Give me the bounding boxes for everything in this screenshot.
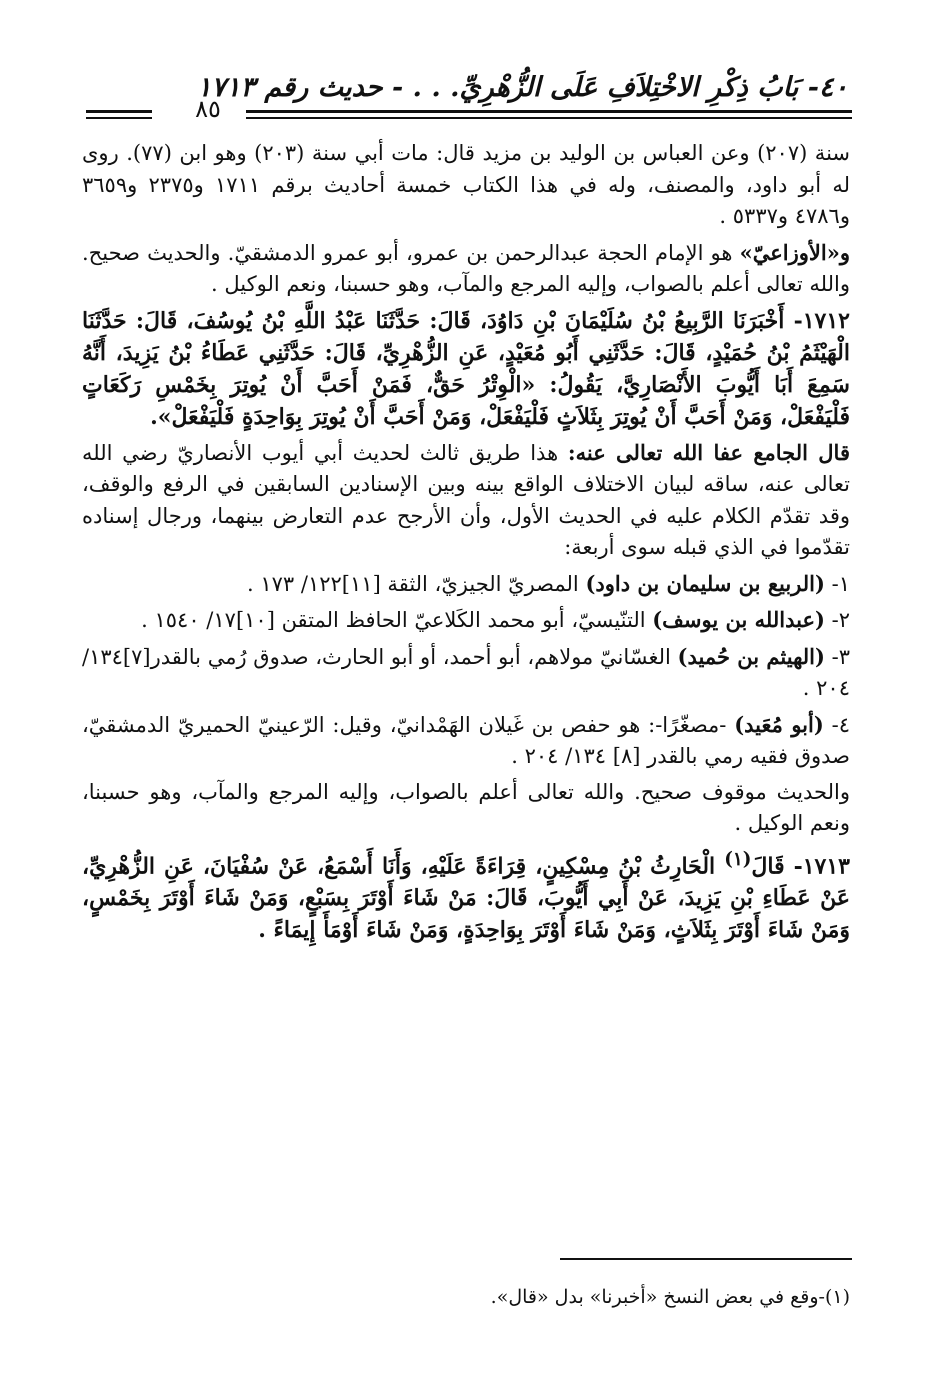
narrator-item bbox=[82, 709, 850, 773]
narrator-name: (الربيع بن سليمان بن داود) bbox=[585, 570, 825, 596]
commentary-paragraph bbox=[82, 437, 850, 564]
narrator-item bbox=[82, 604, 850, 637]
commentary-lead: قال الجامع عفا الله تعالى عنه: bbox=[567, 439, 850, 465]
narrator-info: المصريّ الجيزيّ، الثقة [١١]١٢٢/ ١٧٣ . bbox=[246, 571, 586, 596]
closing-paragraph: والحديث موقوف صحيح. والله تعالى أعلم بالصواب، وإليه المرجع والمآب، وهو حسبنا، ونعم الوكيل . bbox=[82, 779, 850, 835]
narrator-item bbox=[82, 568, 850, 601]
footnote-separator bbox=[560, 1258, 852, 1260]
chapter-header-title: ٤٠- بَابُ ذِكْرِ الاخْتِلاَفِ عَلَى الزُّهْرِيِّ. . . - حديث رقم ١٧١٣ bbox=[196, 72, 848, 103]
footnote-marker[interactable]: (١) bbox=[724, 848, 752, 870]
narrator-name: (الهيثم بن حُميد) bbox=[677, 643, 825, 669]
text-line: هو الإمام الحجة عبدالرحمن بن عمرو، أبو عمرو الدمشقيّ. bbox=[227, 240, 733, 265]
hadith-1713 bbox=[82, 844, 850, 946]
narrator-info: التنّيسيّ، أبو محمد الكَلاعيّ الحافظ المتقن [١٠]١٧/ ١٥٤٠ . bbox=[141, 608, 653, 632]
narrator-bio-paragraph bbox=[82, 138, 850, 233]
narrator-number: ٣- bbox=[824, 644, 851, 669]
page-number: ٨٥ bbox=[195, 95, 221, 123]
hadith-1713-text: الْحَارِثُ بْنُ مِسْكِينٍ، قِرَاءَةً عَلَيْهِ، وَأَنَا أَسْمَعُ، عَنْ سُفْيَانَ، عَنِ الزُّهْرِيِّ، عَنْ عَطَاءِ بْنِ يَزِيدَ، عَنْ أَبِي أَيُّوبَ، قَالَ: مَنْ شَاءَ أَوْتَرَ بِسَبْعٍ، وَمَنْ شَاءَ أَوْتَرَ بِخَمْسٍ، وَمَنْ شَاءَ أَوْتَرَ بِثَلاَثٍ، وَمَنْ شَاءَ أَوْتَرَ بِوَاحِدَةٍ، وَمَنْ شَاءَ أَوْمَأَ إِيمَاءً . bbox=[82, 852, 850, 943]
narrator-info: الغسّانيّ مولاهم، أبو أحمد، أو أبو الحارث، صدوق رُمي بالقدر[٧]١٣٤/ ٢٠٤ . bbox=[82, 644, 850, 700]
text-line: و٣٦٥٩ و٤٧٨٦ و٥٣٣٧ . bbox=[82, 172, 850, 228]
narrator-number: ١- bbox=[824, 571, 850, 596]
header-rule bbox=[86, 110, 152, 113]
narrator-name: (عبدالله بن يوسف) bbox=[652, 607, 825, 632]
bold-lead: و«الأوزاعيّ» bbox=[739, 239, 850, 265]
narrator-item bbox=[82, 641, 850, 705]
narrator-info: -مصغّرًا-: هو حفص بن غَيلان الهَمْدانيّ، وقيل: الرّعينيّ الحميريّ الدمشقيّ، صدوق فقيه رمي بالقدر [٨] ١٣٤/ ٢٠٤ . bbox=[82, 712, 850, 768]
text-line: سنة (٢٠٧) وعن العباس بن الوليد بن مزيد قال: مات أبي سنة (٢٠٣) وهو ابن (٧٧). bbox=[126, 141, 850, 165]
narrator-number: ٤- bbox=[823, 712, 850, 737]
text-line: ونعم الوكيل . bbox=[211, 272, 327, 296]
commentary-text: هذا طريق ثالث لحديث أبي أيوب الأنصاريّ رضي الله تعالى عنه، ساقه لبيان الاختلاف الواقع بينه وبين الإسنادين السابقين في الرفع والوقف، وقد تقدّم الكلام عليه في الحديث الأول، وأن الأرجح عدم التعارض بينهما، ورجال إسناده تقدّموا في الذي قبله سوى أربعة: bbox=[82, 440, 850, 559]
narrator-number: ٢- bbox=[824, 608, 850, 632]
footnote: (١)-وقع في بعض النسخ «أخبرنا» بدل «قال». bbox=[490, 1286, 850, 1308]
narrator-name: (أبو مُعَيد) bbox=[734, 711, 824, 737]
page-body bbox=[82, 138, 850, 1238]
text-line: روى له أبو داود، والمصنف، وله في هذا الكتاب خمسة أحاديث برقم ١٧١١ و٢٣٧٥ bbox=[82, 141, 850, 197]
hadith-1713-opening: ١٧١٣- قَالَ bbox=[751, 852, 850, 879]
hadith-1712: ١٧١٢- أَخْبَرَنَا الرَّبِيعُ بْنُ سُلَيْمَانَ بْنِ دَاوُدَ، قَالَ: حَدَّثَنَا عَبْدُ اللَّهِ بْنُ يُوسُفَ، قَالَ: حَدَّثَنَا الْهَيْثَمُ بْنُ حُمَيْدٍ، قَالَ: حَدَّثَنِي أَبُو مُعَيْدٍ، عَنِ الزُّهْرِيِّ، قَالَ: حَدَّثَنِي عَطَاءُ بْنُ يَزِيدَ، أَنَّهُ سَمِعَ أَبَا أَيُّوبَ الأَنْصَارِيَّ، يَقُولُ: «الْوِتْرُ حَقٌّ، فَمَنْ أَحَبَّ أَنْ يُوتِرَ بِخَمْسِ رَكَعَاتٍ فَلْيَفْعَلْ، وَمَنْ أَحَبَّ أَنْ يُوتِرَ بِثَلاَثٍ فَلْيَفْعَلْ، وَمَنْ أَحَبَّ أَنْ يُوتِرَ بِوَاحِدَةٍ فَلْيَفْعَلْ». bbox=[82, 307, 850, 430]
text-line: والحديث صحيح. والله تعالى أعلم بالصواب، وإليه المرجع والمآب، وهو حسبنا، bbox=[82, 240, 850, 296]
awzai-paragraph bbox=[82, 237, 850, 301]
header-rule bbox=[246, 110, 852, 113]
header-rule bbox=[246, 117, 852, 119]
header-rule bbox=[86, 117, 152, 119]
